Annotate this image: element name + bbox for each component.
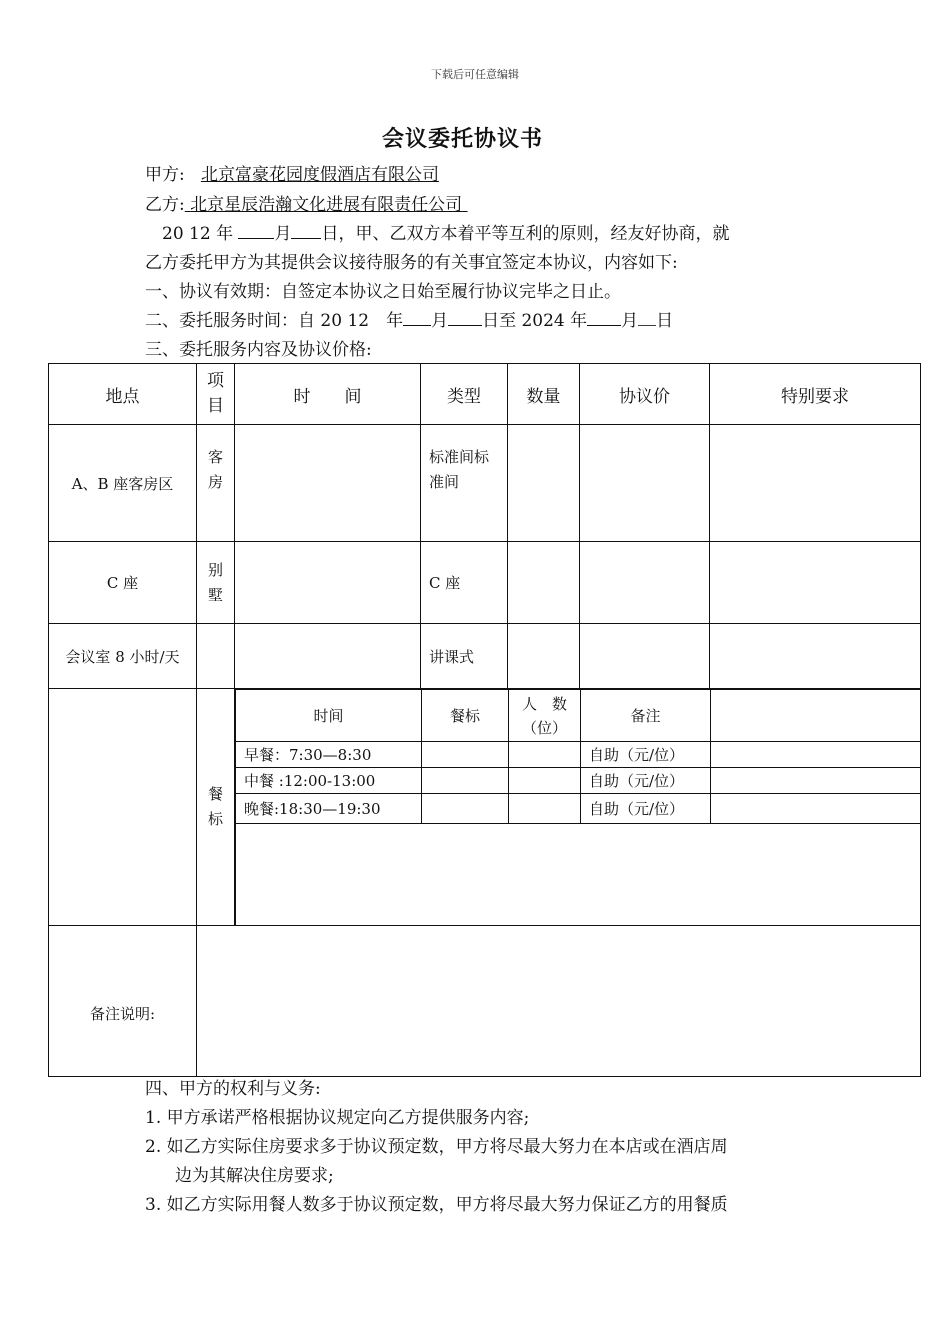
row-place: 会议室 8 小时/天 (49, 624, 197, 689)
meal-standard-cell[interactable] (422, 768, 509, 794)
meal-blank-row (236, 824, 921, 925)
row-time-cell[interactable] (235, 542, 421, 624)
section-4-item: 1. 甲方承诺严格根据协议规定向乙方提供服务内容; (145, 1108, 530, 1128)
section-4-item: 3. 如乙方实际用餐人数多于协议预定数，甲方将尽最大努力保证乙方的用餐质 (145, 1195, 728, 1215)
header-place: 地点 (49, 364, 197, 425)
row-quantity-cell[interactable] (508, 624, 580, 689)
section-4-item: 2. 如乙方实际住房要求多于协议预定数，甲方将尽最大努力在本店或在酒店周 (145, 1137, 728, 1157)
table-row (49, 542, 921, 624)
row-price-cell[interactable] (580, 624, 710, 689)
remarks-cell[interactable] (197, 925, 921, 1076)
party-a-label: 甲方: (145, 165, 185, 185)
section-4-item: 边为其解决住房要求; (175, 1166, 334, 1186)
meal-row (49, 689, 921, 926)
row-type: 标准间标准间 (421, 425, 508, 542)
meal-subtable-cell (235, 689, 921, 926)
meal-header-row (236, 690, 921, 742)
meal-item: 餐标 (197, 689, 235, 926)
row-special-cell[interactable] (710, 624, 921, 689)
party-a-line (145, 160, 439, 185)
meal-header-note: 备注 (581, 690, 711, 742)
header-price: 协议价 (580, 364, 710, 425)
meal-standard-cell[interactable] (422, 742, 509, 768)
row-type: 讲课式 (421, 624, 508, 689)
clause-2-month: 月 (431, 311, 449, 331)
row-time-cell[interactable] (235, 425, 421, 542)
party-b-line (145, 190, 468, 215)
meal-header-time: 时间 (236, 690, 422, 742)
header-special: 特别要求 (710, 364, 921, 425)
remarks-label: 备注说明: (49, 925, 197, 1076)
meal-time: 中餐 :12:00-13:00 (236, 768, 422, 794)
row-item: 别墅 (197, 542, 235, 624)
meal-extra-cell[interactable] (711, 794, 921, 824)
row-price-cell[interactable] (580, 425, 710, 542)
party-a-name: 北京富豪花园度假酒店有限公司 (200, 165, 439, 185)
meal-people-cell[interactable] (509, 742, 581, 768)
row-special-cell[interactable] (710, 542, 921, 624)
service-price-table (48, 363, 921, 1077)
meal-note: 自助（元/位） (581, 768, 711, 794)
header-quantity: 数量 (508, 364, 580, 425)
section-4-title: 四、甲方的权利与义务: (145, 1079, 321, 1099)
document-title: 会议委托协议书 (381, 126, 543, 152)
row-time-cell[interactable] (235, 624, 421, 689)
party-b-name: 北京星辰浩瀚文化进展有限责任公司 (190, 195, 463, 215)
row-item (197, 624, 235, 689)
meal-row-item (236, 742, 921, 768)
header-type: 类型 (421, 364, 508, 425)
clause-3: 三、委托服务内容及协议价格: (145, 340, 372, 360)
party-b-label: 乙方: (145, 195, 185, 215)
meal-subtable (235, 689, 921, 925)
meal-row-item (236, 794, 921, 824)
meal-note: 自助（元/位） (581, 742, 711, 768)
header-time: 时 间 (235, 364, 421, 425)
header-note: 下载后可任意编辑 (431, 68, 519, 81)
intro-text: 日，甲、乙双方本着平等互利的原则，经友好协商，就 (321, 224, 730, 244)
meal-people-cell[interactable] (509, 768, 581, 794)
meal-header-blank (711, 690, 921, 742)
clause-1: 一、协议有效期：自签定本协议之日始至履行协议完毕之日止。 (145, 282, 621, 302)
table-row (49, 425, 921, 542)
row-price-cell[interactable] (580, 542, 710, 624)
table-header-row (49, 364, 921, 425)
row-special-cell[interactable] (710, 425, 921, 542)
row-item: 客房 (197, 425, 235, 542)
meal-place-cell (49, 689, 197, 926)
meal-blank-cell[interactable] (236, 824, 921, 925)
remarks-row (49, 925, 921, 1076)
meal-time: 早餐：7:30—8:30 (236, 742, 422, 768)
clause-2-month2: 月 (621, 311, 639, 331)
header-item: 项目 (197, 364, 235, 425)
clause-2-day: 日 (656, 311, 674, 331)
row-type: C 座 (421, 542, 508, 624)
row-quantity-cell[interactable] (508, 542, 580, 624)
intro-line-2: 乙方委托甲方为其提供会议接待服务的有关事宜签定本协议，内容如下: (145, 253, 678, 273)
clause-2-day-to: 日至 2024 年 (482, 311, 588, 331)
meal-header-people: 人 数（位） (509, 690, 581, 742)
row-quantity-cell[interactable] (508, 425, 580, 542)
meal-standard-cell[interactable] (422, 794, 509, 824)
intro-line-1 (162, 219, 729, 244)
meal-note: 自助（元/位） (581, 794, 711, 824)
row-place: A、B 座客房区 (49, 425, 197, 542)
meal-time: 晚餐:18:30—19:30 (236, 794, 422, 824)
intro-year: 20 12 年 (162, 224, 234, 244)
meal-header-standard: 餐标 (422, 690, 509, 742)
meal-extra-cell[interactable] (711, 742, 921, 768)
row-place: C 座 (49, 542, 197, 624)
meal-extra-cell[interactable] (711, 768, 921, 794)
meal-people-cell[interactable] (509, 794, 581, 824)
meal-row-item (236, 768, 921, 794)
clause-2 (145, 306, 673, 331)
table-row (49, 624, 921, 689)
intro-month: 月 (274, 224, 292, 244)
clause-2-prefix: 二、委托服务时间：自 20 12 年 (145, 311, 404, 331)
